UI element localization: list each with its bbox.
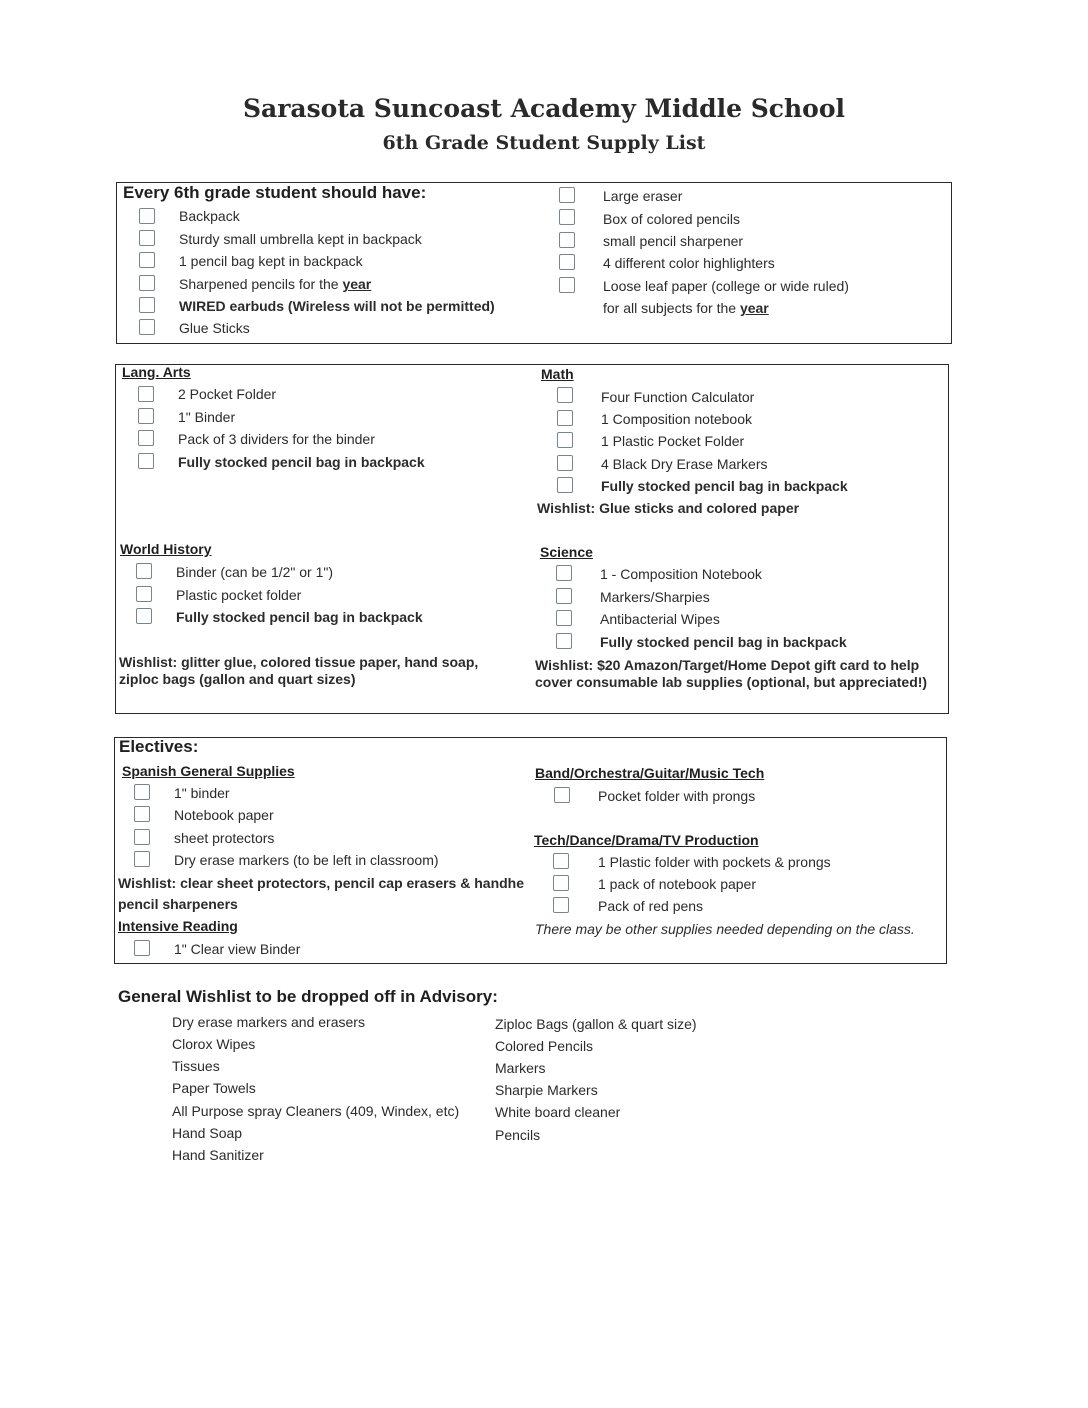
checkbox[interactable] [557, 410, 573, 426]
supply-item-text: Sharpened pencils for the [179, 276, 343, 292]
science-wishlist-continued: cover consumable lab supplies (optional, but appreciated!) [535, 674, 928, 690]
checkbox[interactable] [134, 829, 150, 845]
checkbox[interactable] [556, 633, 572, 649]
spanish-heading: Spanish General Supplies [122, 763, 295, 779]
page-subtitle: 6th Grade Student Supply List [382, 132, 706, 154]
checkbox[interactable] [138, 408, 154, 424]
checkbox[interactable] [139, 319, 155, 335]
wishlist-item: Paper Towels [172, 1080, 256, 1096]
supply-item: 1" Binder [178, 409, 236, 425]
general-wishlist-heading: General Wishlist to be dropped off in Advisory: [118, 987, 498, 1006]
supply-item: Sturdy small umbrella kept in backpack [179, 231, 422, 247]
science-wishlist: Wishlist: $20 Amazon/Target/Home Depot gift card to help [535, 657, 920, 673]
wishlist-item: Sharpie Markers [495, 1082, 598, 1098]
supply-item: sheet protectors [174, 830, 275, 846]
checkbox[interactable] [557, 477, 573, 493]
checkbox[interactable] [134, 940, 150, 956]
supply-item: Backpack [179, 208, 240, 224]
year-emphasis: year [739, 300, 769, 316]
checkbox[interactable] [559, 209, 575, 225]
checkbox[interactable] [557, 432, 573, 448]
math-heading: Math [541, 366, 574, 382]
checkbox[interactable] [553, 853, 569, 869]
checkbox[interactable] [139, 208, 155, 224]
supply-item: 1" Clear view Binder [174, 941, 301, 957]
supply-item: Fully stocked pencil bag in backpack [178, 454, 425, 470]
supply-item-continuation [603, 300, 769, 316]
supply-item: Plastic pocket folder [176, 587, 302, 603]
supply-item: 1 - Composition Notebook [600, 566, 762, 582]
supply-item: Binder (can be 1/2" or 1") [176, 564, 334, 580]
checkbox[interactable] [136, 563, 152, 579]
checkbox[interactable] [554, 787, 570, 803]
supply-item: Four Function Calculator [601, 389, 755, 405]
wishlist-item: Pencils [495, 1127, 541, 1143]
supply-item: Fully stocked pencil bag in backpack [601, 478, 848, 494]
page-title: Sarasota Suncoast Academy Middle School [242, 94, 846, 123]
supply-item: Antibacterial Wipes [600, 611, 720, 627]
checkbox[interactable] [138, 386, 154, 402]
checkbox[interactable] [556, 565, 572, 581]
checkbox[interactable] [139, 275, 155, 291]
world-history-wishlist: Wishlist: glitter glue, colored tissue paper, hand soap, [119, 654, 479, 670]
supply-item: Dry erase markers (to be left in classroom) [174, 852, 439, 868]
supply-item: Large eraser [603, 188, 683, 204]
band-heading: Band/Orchestra/Guitar/Music Tech [535, 765, 765, 781]
supply-item: Glue Sticks [179, 320, 250, 336]
supply-item: Fully stocked pencil bag in backpack [600, 634, 847, 650]
lang-arts-heading: Lang. Arts [122, 364, 191, 380]
world-history-wishlist-continued: ziploc bags (gallon and quart sizes) [119, 671, 356, 687]
checkbox[interactable] [139, 252, 155, 268]
supply-item: 1 pack of notebook paper [598, 876, 757, 892]
intensive-reading-heading: Intensive Reading [118, 918, 238, 934]
general-supplies-heading: Every 6th grade student should have: [123, 183, 427, 202]
supply-item: small pencil sharpener [603, 233, 744, 249]
supply-item: 1 Plastic Pocket Folder [601, 433, 745, 449]
checkbox[interactable] [139, 297, 155, 313]
wishlist-item: Tissues [172, 1058, 220, 1074]
wishlist-item: White board cleaner [495, 1104, 621, 1120]
checkbox[interactable] [559, 254, 575, 270]
supply-item: 4 different color highlighters [603, 255, 775, 271]
supply-item: Notebook paper [174, 807, 274, 823]
spanish-wishlist: Wishlist: clear sheet protectors, pencil cap erasers & handhe [118, 875, 525, 891]
supply-item: Pocket folder with prongs [598, 788, 756, 804]
year-emphasis: year [342, 276, 372, 292]
wishlist-item: Clorox Wipes [172, 1036, 256, 1052]
wishlist-item: Ziploc Bags (gallon & quart size) [495, 1016, 697, 1032]
math-wishlist: Wishlist: Glue sticks and colored paper [537, 500, 800, 516]
checkbox[interactable] [134, 806, 150, 822]
tech-heading: Tech/Dance/Drama/TV Production [534, 832, 759, 848]
checkbox[interactable] [136, 608, 152, 624]
supply-item: 4 Black Dry Erase Markers [601, 456, 768, 472]
checkbox[interactable] [138, 430, 154, 446]
supply-item-text: for all subjects for the [603, 300, 740, 316]
checkbox[interactable] [134, 851, 150, 867]
wishlist-item: Hand Sanitizer [172, 1147, 264, 1163]
supply-item: Pack of red pens [598, 898, 704, 914]
electives-heading: Electives: [119, 737, 199, 756]
checkbox[interactable] [134, 784, 150, 800]
supply-item: 1 Plastic folder with pockets & prongs [598, 854, 831, 870]
checkbox[interactable] [553, 897, 569, 913]
wishlist-item: Hand Soap [172, 1125, 243, 1141]
supply-item: Loose leaf paper (college or wide ruled) [603, 278, 849, 294]
supply-item: 1" binder [174, 785, 230, 801]
supply-item: WIRED earbuds (Wireless will not be permitted) [179, 298, 495, 314]
supply-item: 2 Pocket Folder [178, 386, 277, 402]
checkbox[interactable] [138, 453, 154, 469]
science-heading: Science [540, 544, 593, 560]
wishlist-item: Colored Pencils [495, 1038, 594, 1054]
supply-item: Pack of 3 dividers for the binder [178, 431, 375, 447]
checkbox[interactable] [557, 455, 573, 471]
supply-item: Markers/Sharpies [600, 589, 710, 605]
checkbox[interactable] [559, 187, 575, 203]
supply-item: Box of colored pencils [603, 211, 740, 227]
supply-item: Fully stocked pencil bag in backpack [176, 609, 423, 625]
wishlist-item: Dry erase markers and erasers [172, 1014, 365, 1030]
checkbox[interactable] [553, 875, 569, 891]
checkbox[interactable] [559, 232, 575, 248]
electives-note: There may be other supplies needed depending on the class. [535, 921, 915, 937]
wishlist-item: All Purpose spray Cleaners (409, Windex, etc) [172, 1103, 460, 1119]
supply-item: 1 pencil bag kept in backpack [179, 253, 363, 269]
checkbox[interactable] [139, 230, 155, 246]
world-history-heading: World History [120, 541, 212, 557]
wishlist-item: Markers [495, 1060, 546, 1076]
supply-item: 1 Composition notebook [601, 411, 752, 427]
spanish-wishlist-continued: pencil sharpeners [118, 896, 238, 912]
checkbox[interactable] [559, 277, 575, 293]
checkbox[interactable] [556, 610, 572, 626]
checkbox[interactable] [557, 387, 573, 403]
checkbox[interactable] [136, 586, 152, 602]
supply-item [179, 276, 371, 292]
checkbox[interactable] [556, 588, 572, 604]
